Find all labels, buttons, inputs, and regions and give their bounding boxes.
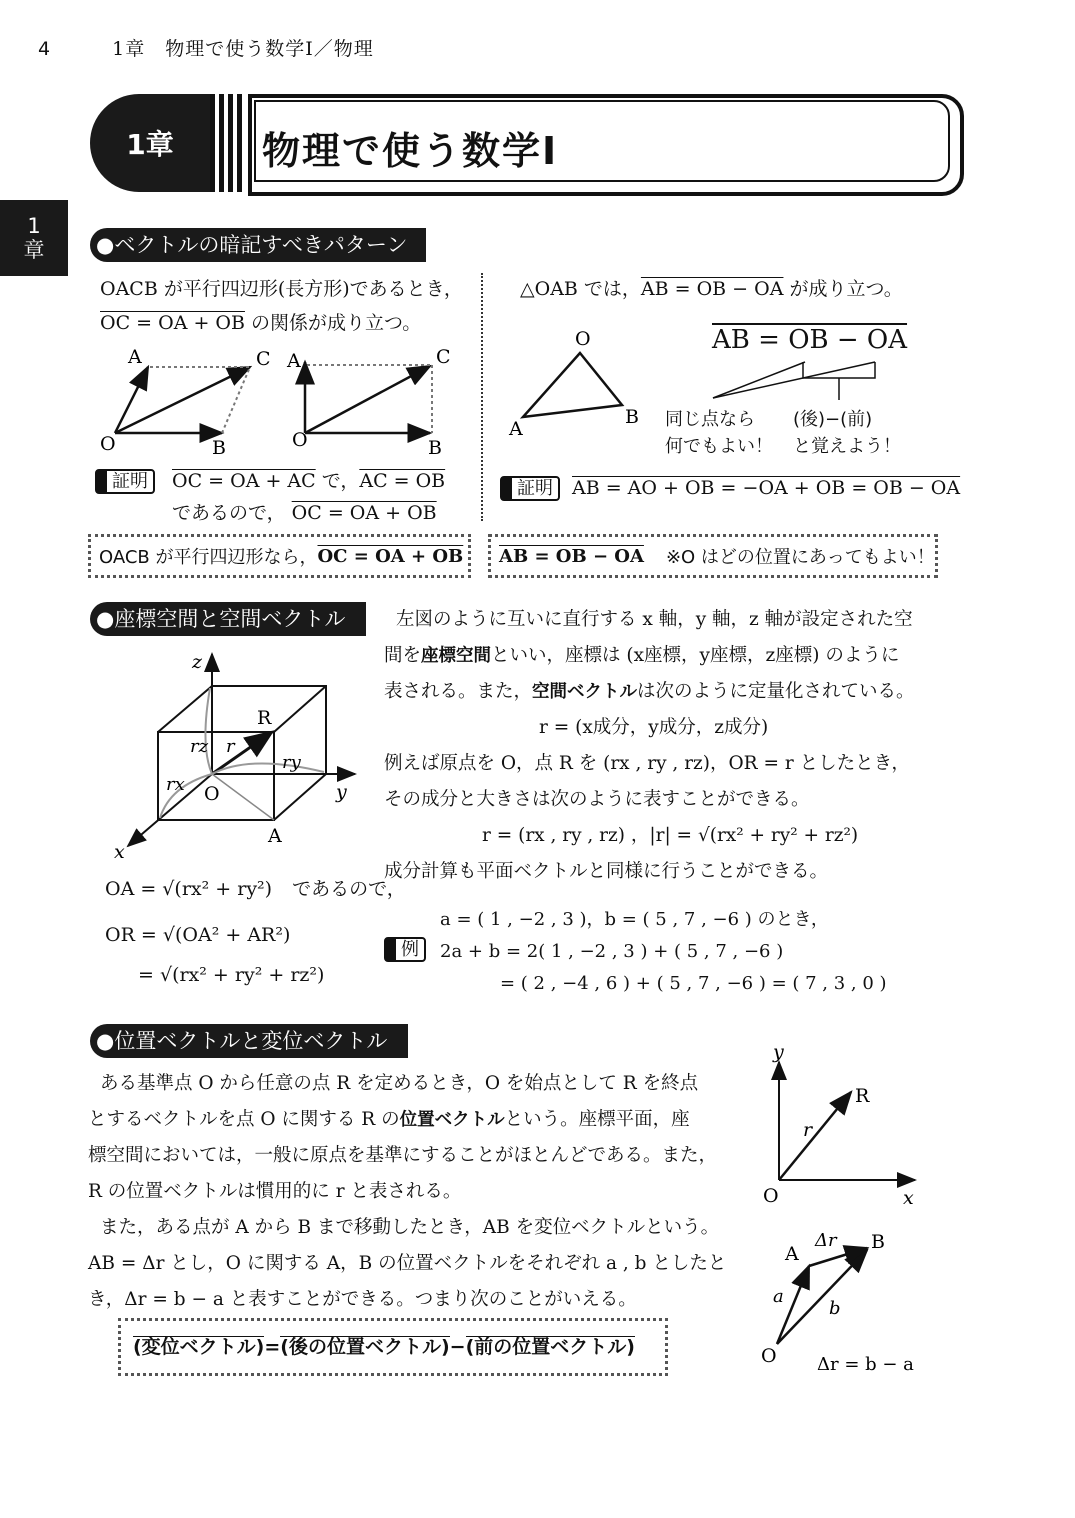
sec3-l2a: とするベクトルを点 O に関する R の	[88, 1109, 400, 1130]
sec1-left-line1: OACB が平行四辺形(長方形)であるとき，	[100, 278, 463, 300]
label-x: x	[114, 841, 125, 863]
sec2-p7: r = (rx , ry , rz) ，|r| = √(rx² + ry² + rz²)	[482, 825, 859, 846]
label-c: C	[256, 348, 271, 370]
edge-bc	[222, 367, 250, 433]
sec1-right-line1-eq: AB = OB − OA	[640, 278, 784, 300]
proof-badge-right-label: 証明	[500, 476, 560, 501]
cube-edge-1	[158, 686, 212, 732]
proof1-eq2: AC = OB	[359, 470, 446, 492]
fig-vector-r	[779, 1092, 851, 1180]
formula-oa-post: であるので，	[292, 878, 406, 900]
proof1-mid: で，	[315, 470, 360, 492]
big-equation-text: AB = OB − OA	[712, 325, 908, 355]
proof1-eq: OC = OA + AC	[172, 470, 316, 492]
tri-label-b: B	[625, 406, 639, 428]
label-b-2: B	[428, 437, 442, 459]
side-tab-label: 章	[23, 238, 45, 262]
sec2-p2c: といい，座標は (x座標，y座標，z座標) のように	[491, 645, 900, 666]
box-before: (前の位置ベクトル)	[465, 1336, 635, 1359]
ry-arc	[212, 763, 324, 774]
label-rz: rz	[190, 736, 209, 757]
vector-r	[212, 732, 272, 774]
example-line3: = ( 2 , −4 , 6 ) + ( 5 , 7 , −6 ) = ( 7 , 3 , 0 )	[500, 973, 887, 994]
note-line-2	[713, 362, 875, 398]
formula-oa	[105, 872, 406, 907]
section-heading-coordinate-space: ●座標空間と空間ベクトル	[90, 602, 366, 636]
label-a-2: A	[287, 350, 301, 372]
sec1-right-line1	[520, 272, 903, 307]
proof-badge-left-label: 証明	[95, 469, 155, 494]
label-r-vec: r	[226, 736, 235, 757]
note1a: 同じ点なら	[665, 409, 755, 430]
box-after: (後の位置ベクトル)	[280, 1336, 450, 1359]
section-heading-position-vector: ●位置ベクトルと変位ベクトル	[90, 1024, 408, 1058]
vec-oc	[115, 367, 250, 433]
note2a: (後)−(前)	[793, 409, 873, 430]
sec1-left-proof2	[172, 496, 437, 531]
label-a: A	[128, 346, 142, 368]
sec1-right-line1-pre: △OAB では，	[520, 278, 641, 300]
sec1-left-line2-rest: の関係が成り立つ。	[244, 312, 422, 334]
proof-badge-right	[500, 474, 560, 500]
example-badge	[384, 935, 426, 961]
summary-box-left-pre: OACB が平行四辺形なら，	[99, 547, 318, 568]
label-y: y	[336, 781, 347, 803]
sec2-p4: r = (x成分，y成分，z成分)	[539, 717, 769, 738]
parallelogram-figures	[90, 340, 470, 465]
sec3-l4: R の位置ベクトルは慣用的に r と表される。	[88, 1181, 462, 1202]
fig1-label-y: y	[773, 1041, 784, 1063]
fig2-label-o: O	[761, 1345, 777, 1367]
note2b: と覚えよう！	[793, 436, 901, 457]
label-a-point: A	[268, 825, 282, 847]
sec2-p8: 成分計算も平面ベクトルと同様に行うことができる。	[384, 861, 829, 882]
summary-box-left	[88, 534, 471, 578]
formula-oa-text: OA = √(rx² + ry²)	[105, 878, 273, 900]
box-eq: =	[264, 1336, 281, 1358]
sec2-p2	[384, 638, 944, 674]
formula-or-2: = √(rx² + ry² + rz²)	[138, 964, 325, 986]
sec3-l6: AB = Δr とし，O に関する A，B の位置ベクトルをそれぞれ a , b としたと	[88, 1253, 727, 1274]
term-coordinate-space: 座標空間	[421, 646, 492, 666]
position-vector-figure	[755, 1040, 935, 1215]
chapter-badge: 1章	[90, 94, 210, 192]
sec2-p3	[384, 674, 944, 710]
label-o: O	[100, 433, 116, 455]
vec-oa	[115, 367, 148, 433]
sec2-p5: 例えば原点を O，点 R を (rx , ry , rz)，OR = r としたとき，	[384, 753, 910, 774]
proof-badge-left	[95, 467, 155, 493]
fig1-label-x: x	[903, 1187, 914, 1209]
term-space-vector: 空間ベクトル	[532, 682, 638, 702]
section-heading-vector-patterns: ●ベクトルの暗記すべきパターン	[90, 228, 426, 262]
fig2-equation: Δr = b − a	[817, 1354, 914, 1375]
box-displacement: (変位ベクトル)	[133, 1336, 265, 1359]
displacement-figure	[755, 1222, 935, 1382]
running-title: 1章 物理で使う数学Ⅰ／物理	[112, 38, 374, 60]
chapter-title: 物理で使う数学Ⅰ	[262, 129, 559, 173]
summary-box-right-eq: AB = OB − OA	[499, 545, 644, 567]
vec-oc-2	[305, 366, 430, 433]
cube-edge-2	[274, 686, 326, 732]
side-tab-number: 1	[27, 214, 41, 238]
triangle-oab	[523, 353, 622, 417]
oa-line	[212, 774, 274, 820]
sec3-l5: また，ある点が A から B まで移動したとき，AB を変位ベクトルという。	[100, 1217, 720, 1238]
fig2-label-a: A	[785, 1243, 799, 1265]
proof2-pre: であるので，	[172, 502, 286, 524]
fig1-label-r: R	[855, 1085, 870, 1107]
summary-box-left-eq: OC = OA + OB	[317, 545, 464, 567]
fig1-label-o: O	[763, 1185, 779, 1207]
label-ry: ry	[282, 752, 301, 773]
fig2-label-dr: Δr	[815, 1230, 837, 1251]
running-header	[38, 34, 374, 61]
fig2-label-b: B	[871, 1231, 885, 1253]
label-z: z	[192, 651, 203, 673]
label-c-2: C	[436, 346, 451, 368]
sec1-left-proof1	[172, 464, 445, 499]
sec3-l1: ある基準点 O から任意の点 R を定めるとき，O を始点として R を終点	[100, 1073, 699, 1094]
label-r-point: R	[257, 707, 272, 729]
chapter-side-tab	[0, 200, 68, 276]
sec1-left-line2	[100, 306, 421, 341]
column-divider	[481, 273, 483, 521]
label-rx: rx	[166, 774, 185, 795]
chapter-banner-bars	[210, 94, 246, 192]
sec2-p3a: 表される。また，	[384, 681, 533, 702]
label-o-origin: O	[204, 783, 220, 805]
sec3-l3: 標空間においては，一般に原点を基準にすることがほとんどである。また，	[88, 1145, 718, 1166]
displacement-summary-box	[118, 1318, 668, 1376]
sec3-body	[88, 1066, 743, 1318]
proof2-eq: OC = OA + OB	[291, 502, 437, 524]
fig2-label-bvec: b	[829, 1298, 841, 1319]
fig2-label-avec: a	[773, 1286, 784, 1307]
sec2-body	[384, 602, 944, 890]
tri-label-o: O	[575, 328, 591, 350]
sec3-l2c: という。座標平面，座	[504, 1109, 690, 1130]
page-number: 4	[38, 38, 52, 60]
sec1-right-proof-eq: AB = AO + OB = −OA + OB = OB − OA	[572, 477, 961, 499]
fig1-label-rvec: r	[803, 1119, 813, 1141]
example-block	[440, 904, 887, 1000]
sec2-p3c: は次のように定量化されている。	[637, 681, 915, 702]
sec3-l7: き，Δr = b − a と表すことができる。つまり次のことがいえる。	[88, 1289, 637, 1310]
box-minus: −	[449, 1336, 466, 1358]
note-after-before	[793, 406, 901, 460]
term-position-vector: 位置ベクトル	[399, 1110, 505, 1130]
coordinate-space-figure	[100, 646, 370, 866]
tri-label-a: A	[509, 418, 523, 440]
sec1-right-proof	[572, 471, 960, 506]
sec2-p2a: 間を	[384, 645, 422, 666]
formula-or: OR = √(OA² + AR²)	[105, 924, 291, 946]
example-line1: a = ( 1 , −2 , 3 )，b = ( 5 , 7 , −6 ) のとき，	[440, 909, 829, 930]
sec2-p6: その成分と大きさは次のように表すことができる。	[384, 789, 810, 810]
summary-box-right-note: ※O はどの位置にあってもよい！	[665, 547, 935, 568]
example-line2: 2a + b = 2( 1 , −2 , 3 ) + ( 5 , 7 , −6 )	[440, 941, 784, 962]
note-same-point	[665, 406, 773, 460]
cube-edge-3	[274, 774, 326, 820]
sec1-right-line1-post: が成り立つ。	[783, 278, 903, 300]
note1b: 何でもよい！	[665, 436, 773, 457]
label-b: B	[212, 437, 226, 459]
sec3-l2	[88, 1102, 743, 1138]
label-o-2: O	[292, 429, 308, 451]
vector-eq-oc: OC = OA + OB	[100, 312, 245, 334]
summary-box-right	[488, 534, 938, 578]
example-badge-label: 例	[384, 937, 426, 962]
sec2-p1: 左図のように互いに直行する x 軸，y 軸，z 軸が設定された空	[396, 609, 913, 630]
